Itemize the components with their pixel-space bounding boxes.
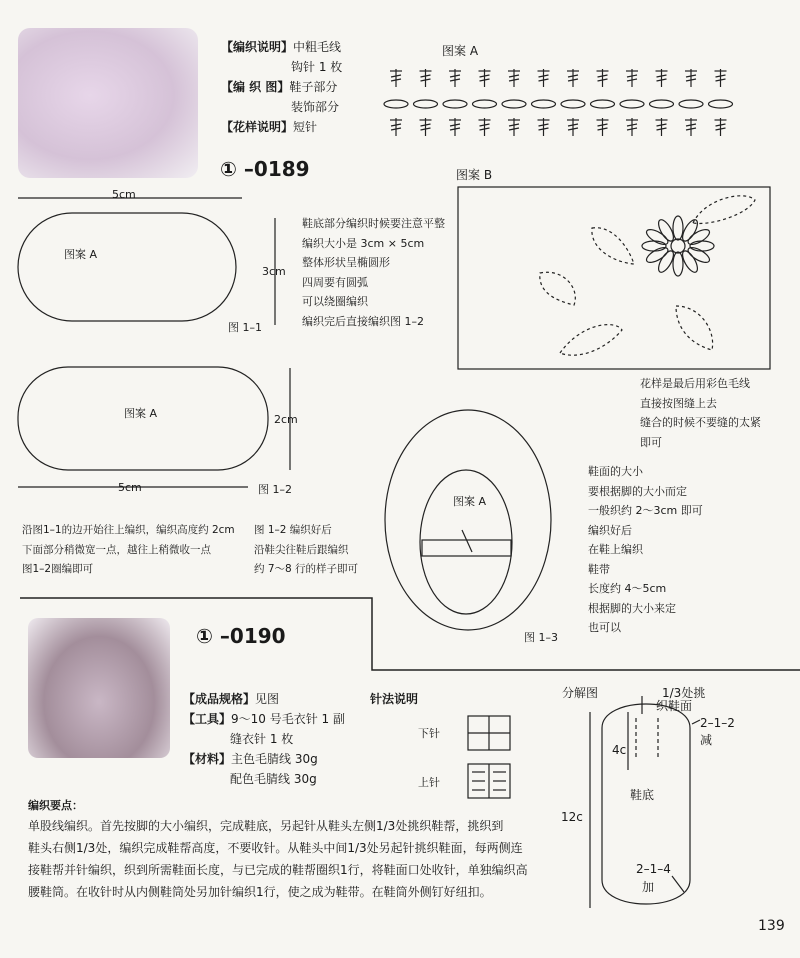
product-photo-0189 [18,28,198,178]
chain-stitch [561,100,585,108]
spec-label: 【成品规格】 [183,692,256,706]
note-line: 鞋带 [588,562,610,576]
leaf-outline [540,272,576,305]
fig1-3-strap [422,540,511,556]
breakdown-inc-1: 2–1–4 [636,862,671,876]
product2-materials-1: 主色毛腈线 30g [231,752,318,766]
pattern-value-1: 短针 [293,120,318,134]
left-notes [22,525,235,584]
note-line: 即可 [640,435,662,449]
flower-petal [673,216,683,240]
fig1-2-inner-label: 图案 A [124,407,158,420]
fig1-1-caption: 图 1–1 [228,321,262,334]
breakdown-dec-2: 减 [700,733,713,747]
fig1-1-inner-label: 图案 A [64,248,98,261]
note-line: 接鞋帮并针编织，织到所需鞋面长度，与已完成的鞋帮圈织1行，将鞋面口处收针，单独编织高 [28,863,528,877]
chain-stitch [650,100,674,108]
chain-stitch [679,100,703,108]
pattern-a-label: 图案 A [442,44,479,58]
breakdown-title: 分解图 [562,686,599,700]
note-line: 缝合的时候不要缝的太紧 [640,416,761,429]
note-line: 图1–2圈编即可 [22,563,94,575]
chain-stitch [443,100,467,108]
note-line: 一般织约 2～3cm 即可 [588,504,703,517]
chart-value-1: 鞋子部分 [289,80,338,94]
flower-petal [673,252,683,276]
fig1-3-caption: 图 1–3 [524,631,558,644]
chain-stitch [591,100,615,108]
product-title-0190: ① –0190 [196,624,286,648]
note-line: 在鞋上编织 [588,543,643,556]
materials-value-2: 钩针 1 枚 [291,60,343,74]
fig1-2-width-label: 5cm [118,481,142,494]
fig1-1-height-label: 3cm [262,265,286,278]
spec-value: 见图 [255,692,280,706]
fig1-2-height-label: 2cm [274,413,298,426]
purl-label: 上针 [418,776,440,789]
fig1-1-outline [18,213,236,321]
note-line: 约 7～8 行的样子即可 [254,563,359,575]
breakdown-inc-2: 加 [642,880,655,894]
flower-petal [686,245,712,266]
instructions-body [28,820,528,908]
leader-line [692,720,700,724]
chain-stitch [473,100,497,108]
note-line: 腰鞋筒。在收针时从内侧鞋筒处另加针编织1行，使之成为鞋带。在鞋筒外侧钉好纽扣。 [28,885,492,899]
note-line: 编织大小是 3cm × 5cm [302,236,425,250]
flower-notes [640,378,761,456]
note-line: 要根据脚的大小而定 [588,484,687,498]
note-line: 单股线编织。首先按脚的大小编织，完成鞋底，另起针从鞋头左侧1/3处挑织鞋帮，挑织到 [28,819,504,833]
breakdown-sole-label: 鞋底 [630,788,655,802]
fig1-3-notes [588,466,703,642]
tools-value-2: 缝衣针 1 枚 [230,732,294,746]
chart-label: 【编 织 图】 [221,80,290,94]
note-line: 可以绕圈编织 [302,295,368,308]
chain-stitch [620,100,644,108]
fig1-3-inner-label: 图案 A [453,495,487,508]
leaf-outline [676,306,713,350]
chain-stitch [414,100,438,108]
materials-label: 【编织说明】 [221,40,294,54]
note-line: 鞋面的大小 [588,465,643,478]
flower-petal [686,227,712,248]
chain-stitch [502,100,526,108]
product2-info-block [183,690,345,790]
fig1-3-mark [462,530,472,552]
product-photo-0190 [28,618,170,758]
leader-line [672,876,684,892]
note-line: 也可以 [588,621,621,634]
leaf-outline [592,228,634,264]
chart-value-2: 装饰部分 [291,100,340,114]
flower-petal [642,241,666,251]
chain-stitch [532,100,556,108]
materials-value-1: 中粗毛线 [293,40,342,54]
note-line: 直接按图缝上去 [640,396,717,410]
note-line: 沿图1–1的边开始往上编织，编织高度约 2cm [22,524,235,536]
note-line: 根据脚的大小来定 [588,601,676,615]
flower-petal [690,241,714,251]
breakdown-inner-height: 4c [612,743,627,757]
note-line: 整体形状呈椭圆形 [302,256,390,269]
note-line: 编织完后直接编织图 1–2 [302,314,424,328]
note-line: 花样是最后用彩色毛线 [640,377,750,390]
product-title-0189: ① –0189 [220,157,310,181]
knit-label: 下针 [418,727,440,740]
chain-stitch [384,100,408,108]
pattern-label: 【花样说明】 [221,120,294,134]
chain-stitch [709,100,733,108]
note-line: 四周要有圆弧 [302,275,368,289]
instructions-heading: 编织要点： [28,799,83,812]
tools-label: 【工具】 [183,712,232,726]
pattern-b-label: 图案 B [456,168,493,182]
breakdown-top-note-1: 1/3处挑 [662,686,706,700]
product2-materials-label: 【材料】 [183,752,232,766]
note-line: 下面部分稍微宽一点，越往上稍微收一点 [22,543,211,556]
product2-materials-2: 配色毛腈线 30g [230,772,317,786]
flower-petal [644,245,670,266]
leaf-outline [693,196,755,224]
fig1-3-inner [420,470,512,614]
stitch-legend-title: 针法说明 [370,692,419,706]
breakdown-dec-1: 2–1–2 [700,716,735,730]
note-line: 沿鞋尖往鞋后跟编织 [254,543,349,556]
top-info-block [221,38,342,138]
fig1-3-outer [385,410,551,630]
pattern-b-frame [458,187,770,369]
note-line: 鞋底部分编织时候要注意平整 [302,217,445,230]
fig1-1-notes [302,218,445,335]
note-line: 编织好后 [588,523,632,537]
page-number: 139 [758,918,785,934]
fig1-2-caption: 图 1–2 [258,483,292,496]
flower-petal [644,227,670,248]
breakdown-top-note-2: 织鞋面 [656,699,693,713]
note-line: 鞋头右侧1/3处，编织完成鞋帮高度，不要收针。从鞋头中间1/3处另起针挑织鞋面，每两侧连 [28,841,523,855]
note-line: 长度约 4～5cm [588,582,667,595]
breakdown-total-height: 12c [561,810,583,824]
tools-value-1: 9～10 号毛衣针 1 副 [231,712,345,726]
mid-notes [254,525,358,584]
leaf-outline [560,325,622,356]
flower-center [671,239,685,253]
note-line: 图 1–2 编织好后 [254,524,332,536]
fig1-1-width-label: 5cm [112,188,136,201]
